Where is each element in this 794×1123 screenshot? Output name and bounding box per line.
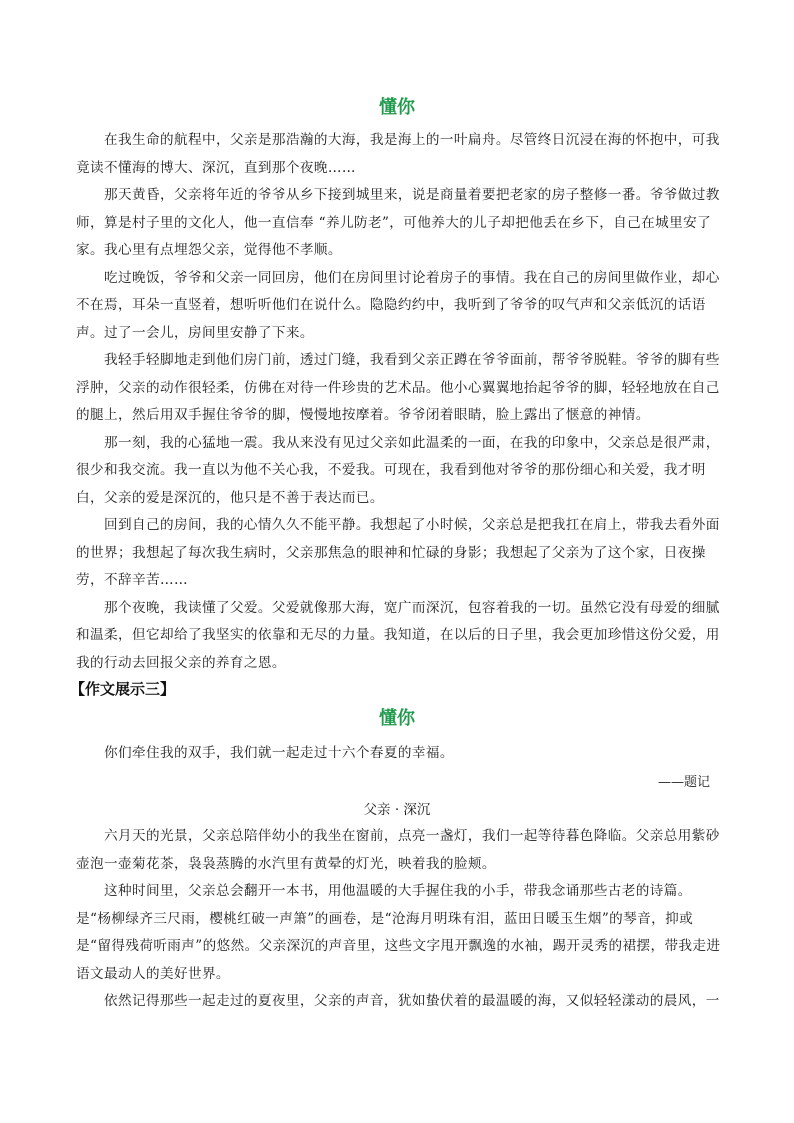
essay2-paragraph-5: 那一刻，我的心猛地一震。我从来没有见过父亲如此温柔的一面，在我的印象中，父亲总是很严肃，很少和我交流。我一直以为他不关心我，不爱我。可现在，我看到他对爷爷的那份细心和关爱，我才明白，父亲的爱是深沉的，他只是不善于表达而已。	[76, 434, 720, 506]
essay2-paragraph-7: 那个夜晚，我读懂了父爱。父爱就像那大海，宽广而深沉，包容着我的一切。虽然它没有母爱的细腻和温柔，但它却给了我坚实的依靠和无尽的力量。我知道，在以后的日子里，我会更加珍惜这份父爱，用我的行动去回报父亲的养育之恩。	[76, 599, 720, 671]
epigraph-signature: ——题记	[657, 775, 710, 790]
essay3-epigraph: 你们牵住我的双手，我们就一起走过十六个春夏的幸福。	[104, 745, 454, 761]
essay2-paragraph-4: 我轻手轻脚地走到他们房门前，透过门缝，我看到父亲正蹲在爷爷面前，帮爷爷脱鞋。爷爷的脚有些浮肿，父亲的动作很轻柔，仿佛在对待一件珍贵的艺术品。他小心翼翼地抬起爷爷的脚，轻轻地放在自己的腿上，然后用双手握住爷爷的脚，慢慢地按摩着。爷爷闭着眼睛，脸上露出了惬意的神情。	[76, 352, 720, 423]
essay3-title: 懂你	[379, 708, 415, 729]
essay2-paragraph-2: 那天黄昏，父亲将年近的爷爷从乡下接到城里来，说是商量着要把老家的房子整修一番。爷爷做过教师，算是村子里的文化人，他一直信奉 “养儿防老”，可他养大的儿子却把他丢在乡下，自己在城里安了家。我心里有点埋怨父亲，觉得他不孝顺。	[76, 187, 720, 258]
essay2-paragraph-6: 回到自己的房间，我的心情久久不能平静。我想起了小时候，父亲总是把我扛在肩上，带我去看外面的世界；我想起了每次我生病时，父亲那焦急的眼神和忙碌的身影；我想起了父亲为了这个家，日夜操劳，不辞辛苦……	[76, 517, 720, 588]
essay2-body	[76, 127, 726, 677]
section-label: 【作文展示三】	[70, 680, 176, 698]
essay2-title: 懂你	[379, 97, 415, 118]
essay3-paragraph-3: 依然记得那些一起走过的夏夜里，父亲的声音，犹如蛰伏着的最温暖的海，又似轻轻漾动的晨风，一	[104, 993, 720, 1009]
essay3-subtitle: 父亲 · 深沉	[363, 802, 431, 818]
essay2-paragraph-1: 在我生命的航程中，父亲是那浩瀚的大海，我是海上的一叶扁舟。尽管终日沉浸在海的怀抱中，可我竟读不懂海的博大、深沉，直到那个夜晚……	[76, 132, 720, 176]
essay3-epigraph-block	[76, 740, 726, 768]
essay3-body	[76, 823, 726, 1016]
essay3-paragraph-1: 六月天的光景，父亲总陪伴幼小的我坐在窗前，点亮一盏灯，我们一起等待暮色降临。父亲总用紫砂壶泡一壶菊花茶，袅袅蒸腾的水汽里有黄晕的灯光，映着我的脸颊。	[76, 828, 720, 872]
essay3-paragraph-2: 这种时间里，父亲总会翻开一本书，用他温暖的大手握住我的小手，带我念诵那些古老的诗篇。是“杨柳绿齐三尺雨，樱桃红破一声箫”的画卷，是“沧海月明珠有泪，蓝田日暖玉生烟”的琴音，抑或是“留得残荷听雨声”的悠然。父亲深沉的声音里，这些文字甩开飘逸的水袖，踢开灵秀的裙摆，带我走进语文最动人的美好世界。	[76, 883, 721, 982]
essay2-paragraph-3: 吃过晚饭，爷爷和父亲一同回房，他们在房间里讨论着房子的事情。我在自己的房间里做作业，却心不在焉，耳朵一直竖着，想听听他们在说什么。隐隐约约中，我听到了爷爷的叹气声和父亲低沉的话语声。过了一会儿，房间里安静了下来。	[76, 269, 720, 341]
